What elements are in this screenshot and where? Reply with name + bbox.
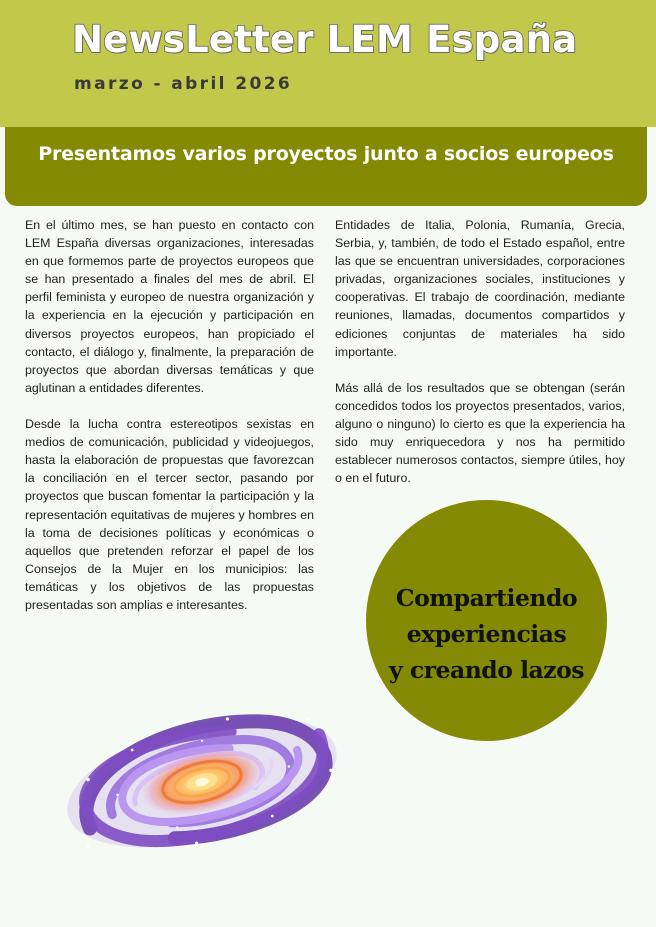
article-paragraph: Más allá de los resultados que se obtengan (serán concedidos todos los proyectos presentados, varios, alguno o ninguno) lo cierto es que la experiencia ha sido muy enriquecedora y nos ha permitido establecer numerosos contactos, siempre útiles, hoy o en el futuro.: [335, 380, 625, 486]
section-heading: Presentamos varios proyectos junto a socios europeos: [38, 143, 614, 165]
article-column-left: [25, 216, 314, 632]
newsletter-title: NewsLetter LEM España: [72, 18, 578, 61]
issue-date: marzo - abril 2026: [74, 74, 293, 94]
galaxy-icon: [50, 700, 350, 875]
article-paragraph: Entidades de Italia, Polonia, Rumanía, Grecia, Serbia, y, también, de todo el Estado español, entre las que se encuentran universidades, corporaciones privadas, organizaciones sociales, instituciones y cooperativas. El trabajo de coordinación, mediante reuniones, llamadas, documentos compartidos y ediciones conjuntas de materiales ha sido importante.: [335, 218, 625, 359]
article-paragraph: En el último mes, se han puesto en contacto con LEM España diversas organizaciones, interesadas en que formemos parte de proyectos europeos que se han presentado a finales del mes de abril. El perfil feminista y europeo de nuestra organización y la experiencia en la ejecución y participación en diversos proyectos europeos, han propiciado el contacto, el diálogo y, finalmente, la preparación de proyectos que abordan diversas temáticas y que aglutinan a entidades diferentes.: [25, 218, 314, 395]
article-paragraph: Desde la lucha contra estereotipos sexistas en medios de comunicación, publicidad y videojuegos, hasta la elaboración de propuestas que favorezcan la conciliación en el tercer sector, pasando por proyectos que buscan fomentar la participación y la representación equitativas de mujeres y hombres en la toma de decisiones políticas y económicas o aquellos que pretenden reforzar el papel de los Consejos de la Mujer en los municipios: las temáticas y los objetivos de las propuestas presentadas son amplias e interesantes.: [25, 417, 314, 612]
section-banner: [5, 127, 647, 206]
callout-line: y creando lazos: [389, 656, 584, 684]
callout-line: Compartiendo: [395, 584, 578, 612]
header: [0, 0, 656, 127]
callout-circle: [366, 500, 607, 741]
article-column-right: [335, 216, 625, 506]
callout-line: experiencias: [406, 620, 567, 648]
callout-text: [366, 580, 607, 688]
